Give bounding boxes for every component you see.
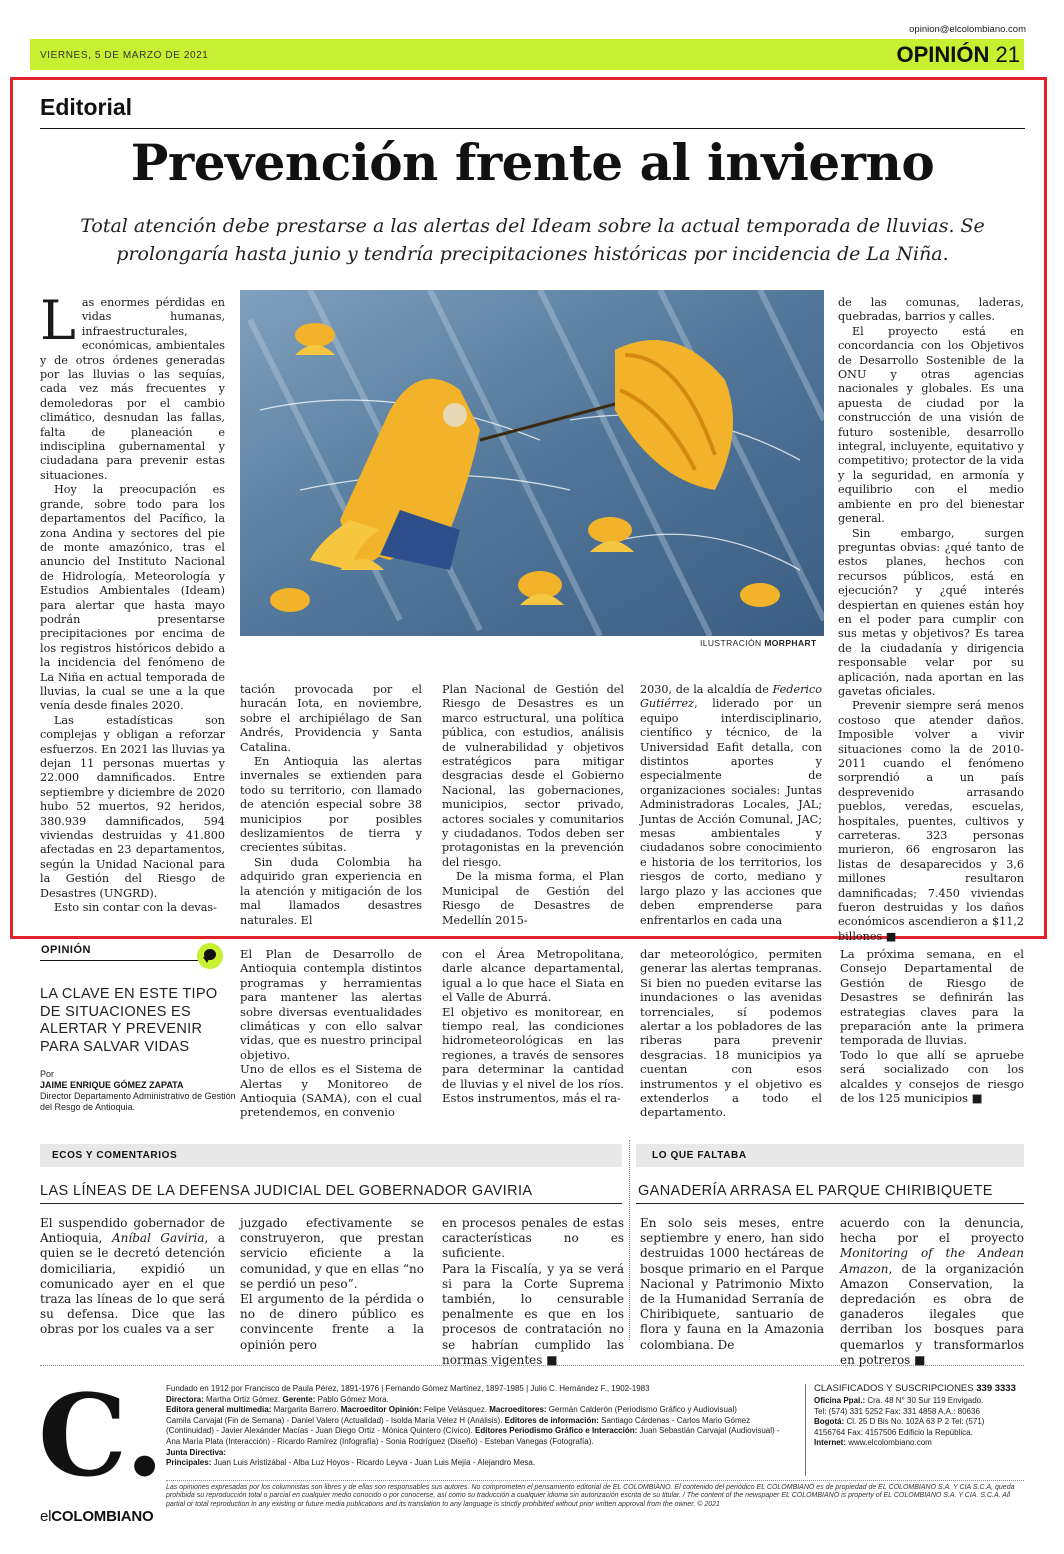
address-label: Oficina Ppal.: xyxy=(814,1396,866,1406)
faltaba-rule xyxy=(636,1203,1024,1204)
editorial-text: , liderado por un equipo interdisciplinario, científico y técnico, de la Universidad Eafit detalla, con distintos aportes y especialmente de organizaciones sociales: Juntas Administradoras Locales, JAL; Juntas de Acción Comunal, JAC; mesas ambientales y ciudadanos sobre conocimiento e historia de los territorios, los riesgos de corto, mediano y largo plazo y las acciones que deben emprenderse para enfrentarlos en cada una xyxy=(640,697,822,927)
credit-value: Martha Ortiz Gómez. xyxy=(203,1394,283,1404)
credit-label: Gerente: xyxy=(282,1394,316,1404)
address-label: Bogotá: xyxy=(814,1417,845,1427)
editorial-column-5 xyxy=(838,296,1024,944)
contact-email[interactable]: opinion@elcolombiano.com xyxy=(909,24,1026,35)
editorial-paragraph: En Antioquia las alertas invernales se extienden para todo su territorio, con llamado de atención especial sobre 38 municipios por posibles deslizamientos de tierra y crecientes súbitas. xyxy=(240,755,422,855)
opinion-paragraph: dar meteorológico, permiten generar las alertas tempranas. Si bien no pueden evitarse las inundaciones o las avenidas torrenciales, sí podemos alertar a los pobladores de las riberas para prevenir desgracias. 18 municipios ya cuentan con esos instrumentos y el objetivo es extenderlos a todo el departamento. xyxy=(640,947,822,1120)
founded-line: Fundado en 1912 por Francisco de Paula Pérez, 1891-1976 | Fernando Gómez Martínez, 1897-1985 | Julio C. Hernández F., 1902-1983 xyxy=(166,1384,650,1393)
ecos-column-1 xyxy=(40,1216,225,1338)
faltaba-text: , de la organización Amazon Conservation, la depredación es obra de ganaderos ilegales que derriban los bosques para quemarlos y transformarlos en potreros ■ xyxy=(840,1261,1024,1367)
credit-label: Principales: xyxy=(166,1458,212,1468)
ecos-rule xyxy=(40,1203,622,1204)
credits-line xyxy=(166,1395,798,1406)
editorial-paragraph: Sin duda Colombia ha adquirido gran experiencia en la atención y mitigación de los mal llamados desastres naturales. El xyxy=(240,855,422,927)
editorial-text: 2030, de la alcaldía de xyxy=(640,683,773,696)
byline-prefix: Por xyxy=(40,1069,55,1079)
editorial-label: Editorial xyxy=(40,94,133,120)
opinion-author: JAIME ENRIQUE GÓMEZ ZAPATA xyxy=(40,1080,184,1090)
credit-value: Camila Carvajal (Fin de Semana) - Daniel Valero (Actualidad) - Isolda María Vélez H (Análisis). xyxy=(166,1415,505,1425)
ecos-paragraph xyxy=(40,1216,225,1338)
credit-value: Germán Calderón (Periodismo Gráfico y Audiovisual) xyxy=(546,1405,737,1415)
opinion-paragraph: El objetivo es monitorear, en tiempo real, las condiciones hidrometeorológicas en las regiones, a través de sensores para determinar la cantidad de lluvias y el nivel de los ríos. Estos instrumentos, más el ra- xyxy=(442,1004,624,1106)
faltaba-column-2 xyxy=(840,1216,1024,1368)
opinion-paragraph: Uno de ellos es el Sistema de Alertas y Monitoreo de Antioquia (SAMA), con el cual pretendemos, en convenio xyxy=(240,1062,422,1120)
credits-line: Ana María Plata (Interacción) - Ricardo Ramírez (Infografía) - Sonia Rodríguez (Diseño) - Esteban Vanegas (Fotografía). xyxy=(166,1436,594,1446)
illustration xyxy=(240,290,824,636)
faltaba-column-1 xyxy=(640,1216,824,1353)
opinion-rule xyxy=(40,960,220,961)
faltaba-label: LO QUE FALTABA xyxy=(652,1150,747,1161)
address-line: Tel: (574) 331 5252 Fax: 331 4858 A.A.: 80636 xyxy=(814,1406,980,1416)
credits-line xyxy=(166,1448,798,1459)
ecos-text: , a quien se le decretó detención domiciliaria, expidió un comunicado ayer en el que traza las líneas de lo que será su defensa. Dice que las obras por los cuales va a ser xyxy=(40,1231,225,1337)
ecos-column-2 xyxy=(240,1216,424,1353)
page-number: 21 xyxy=(995,42,1020,67)
editorial-column-2 xyxy=(240,683,422,928)
project-name: Monitoring of the Andean Amazon xyxy=(840,1246,1024,1276)
ecos-paragraph: en procesos penales de estas características no es suficiente. xyxy=(442,1216,624,1261)
address-label: Internet: xyxy=(814,1438,846,1448)
classifieds-info xyxy=(814,1384,1024,1448)
faltaba-text: acuerdo con la denuncia, hecha por el proyecto xyxy=(840,1216,1024,1246)
credits-line xyxy=(166,1426,798,1437)
opinion-paragraph: El Plan de Desarrollo de Antioquia contempla distintos programas y herramientas para mantener las alertas sobre diversas eventualidades climáticas y con ello salvar vidas, que es nuestro principal objetivo. xyxy=(240,947,422,1062)
publication-date: VIERNES, 5 DE MARZO DE 2021 xyxy=(40,50,209,61)
address-value: Cra. 48 N° 30 Sur 119 Envigado. xyxy=(865,1396,984,1406)
credit-label: Editora general multimedia: xyxy=(166,1405,272,1415)
disclaimer-rule xyxy=(166,1480,1024,1481)
footer-divider xyxy=(805,1384,806,1476)
credit-prefix: ILUSTRACIÓN xyxy=(700,638,765,648)
address-line xyxy=(814,1417,1024,1427)
credits-line xyxy=(166,1416,798,1427)
newspaper-logo xyxy=(38,1371,165,1530)
masthead-credits xyxy=(166,1384,798,1469)
logo-wordmark xyxy=(40,1508,153,1525)
editorial-paragraph xyxy=(40,289,225,483)
logo-letter: C. xyxy=(38,1371,165,1502)
address-value: Cl. 25 D Bis No. 102A 63 P 2 Tel: (571) xyxy=(844,1417,985,1427)
editorial-paragraph: De la misma forma, el Plan Municipal de Gestión del Riesgo de Desastres de Medellín 2015- xyxy=(442,870,624,927)
opinion-paragraph: La próxima semana, en el Consejo Departamental de Gestión de Riesgo de Desastres se definirán las estrategias claves para la preparación ante la primera temporada de lluvias. xyxy=(840,947,1024,1048)
address-line: 4156764 Fax: 4157506 Edificio la República. xyxy=(814,1427,973,1437)
editorial-column-1 xyxy=(40,289,225,915)
opinion-column-3 xyxy=(640,947,822,1120)
ecos-label: ECOS Y COMENTARIOS xyxy=(52,1150,178,1161)
credit-value: Juan Luis Aristizábal - Alba Luz Hoyos - Ricardo Leyva - Juan Luis Mejía - Alejandro Mesa. xyxy=(211,1458,536,1468)
drop-cap: L xyxy=(40,289,76,352)
opinion-column-4 xyxy=(840,947,1024,1105)
editorial-text: as enormes pérdidas en vidas humanas, infraestructurales, económicas, ambientales y de otros órdenes generadas por las lluvias o las sequías, cada vez más frecuentes y demoledoras por el cambio climático, desnudan las fallas, falta de planeación e indisciplina gubernamental y ciudadana para prevenir estas situaciones. xyxy=(40,296,225,482)
deck: Total atención debe prestarse a las alertas del Ideam sobre la actual temporada de lluvias. Se prolongaría hasta junio y tendría precipitaciones históricas por incidencia de La Niña. xyxy=(80,215,985,265)
editorial-paragraph: Las estadísticas son complejas y obligan a reforzar esfuerzos. En 2021 las lluvias ya dejan 11 personas muertas y 22.000 damnificados. Entre septiembre y diciembre de 2020 hubo 52 muertos, 92 heridos, 380.939 damnificados, 594 viviendas destruidas y 41.800 afectadas en 23 departamentos, según la Unidad Nacional para la Gestión del Riesgo de Desastres (UNGRD). xyxy=(40,713,225,900)
credit-label: Macroeditores: xyxy=(489,1405,547,1415)
opinion-author-role: Director Departamento Administrativo de Gestión del Resgo de Antioquia. xyxy=(40,1091,236,1112)
credit-value: Felipe Velásquez. xyxy=(421,1405,490,1415)
opinion-title: LA CLAVE EN ESTE TIPO DE SITUACIONES ES ALERTAR Y PREVENIR PARA SALVAR VIDAS xyxy=(40,986,218,1055)
rain-umbrella-illustration xyxy=(240,290,824,636)
address-line xyxy=(814,1438,1024,1448)
section-name xyxy=(896,42,1020,68)
editorial-paragraph: Sin embargo, surgen preguntas obvias: ¿qué tanto de estos planes, hechos con recursos públicos, está en ejecución? y ¿qué interés despiertan en quienes están hoy en el poder para cumplir con sus metas y objetivos? Es tarea de la ciudadanía y dirigencia responsable velar por su aplicación, nada aportan en las gavetas oficiales. xyxy=(838,526,1024,698)
faltaba-title: GANADERÍA ARRASA EL PARQUE CHIRIBIQUETE xyxy=(638,1183,993,1199)
credit-name: MORPHART xyxy=(764,638,817,648)
editorial-rule xyxy=(40,128,1025,129)
editorial-paragraph: Plan Nacional de Gestión del Riesgo de Desastres es un marco estructural, una política pública, con estudios, análisis de vulnerabilidad y objetivos estratégicos para mitigar desgracias desde el Gobierno Nacional, las gobernaciones, municipios, sector privado, actores sociales y comunitarios y ciudadanos. Todos deben ser protagonistas en la prevención del riesgo. xyxy=(442,683,624,869)
footer-rule xyxy=(40,1365,1024,1366)
ecos-paragraph: El argumento de la pérdida o no de dinero público es convincente frente a la opinión pero xyxy=(240,1292,424,1352)
credits-line xyxy=(166,1458,798,1469)
credit-label: Macroeditor Opinión: xyxy=(340,1405,422,1415)
legal-disclaimer: Las opiniones expresadas por los columnistas son libres y de ellas son responsables sus autores. No comprometen el pensamiento editorial de EL COLOMBIANO. El contenido del periódico EL COLOMBIANO es de propiedad de EL COLOMBIANO S.A. Y CIA S.C.A, queda prohibida su reproducción total o parcial en cualquier medio conocido o por conocerse, así como su traducción a cualquier idioma sin autorización escrita de su titular. / The content of the newspaper EL COLOMBIANO is property of EL COLOMBIANO S.A. Y CIA. S.C.A. All partial or total reproduction in any existing or future media publications and its translation to any language is strictly prohibited without prior written approval from the owner. © 2021 xyxy=(166,1484,1015,1508)
classifieds-phone[interactable]: 339 3333 xyxy=(976,1383,1016,1394)
ecos-title: LAS LÍNEAS DE LA DEFENSA JUDICIAL DEL GOBERNADOR GAVIRIA xyxy=(40,1183,533,1199)
credit-value: (Continuidad) - Javier Alexánder Macías - Juan Diego Ortiz - Mónica Quintero (Cívico). xyxy=(166,1426,476,1436)
ecos-column-3 xyxy=(442,1216,624,1368)
logo-el: el xyxy=(40,1508,52,1525)
opinion-label: OPINIÓN xyxy=(41,944,91,956)
person-name: Federico Gutiérrez xyxy=(640,683,822,711)
editorial-column-3 xyxy=(442,683,624,928)
column-divider xyxy=(629,1140,630,1340)
editorial-paragraph: Prevenir siempre será menos costoso que atender daños. Imposible volver a vivir situaciones como la de 2010-2011 cuando el fenómeno sorprendió a un país desprevenido arrasando pueblos, veredas, escuelas, hospitales, puentes, cultivos y carreteras. 323 personas murieron, 66 engrosaron las listas de desaparecidos y 3,6 millones resultaron damnificadas; 7.450 viviendas fueron destruidas y los daños económicos ascendieron a $11,2 billones ■ xyxy=(838,699,1024,943)
credit-label: Junta Directiva: xyxy=(166,1447,227,1457)
credit-label: Editores Periodismo Gráfico e Interacción: xyxy=(475,1426,638,1436)
credit-label: Directora: xyxy=(166,1394,204,1404)
faltaba-paragraph xyxy=(840,1216,1024,1368)
credit-label: Editores de información: xyxy=(504,1415,599,1425)
classifieds-label: CLASIFICADOS Y SUSCRIPCIONES xyxy=(814,1383,977,1394)
headline: Prevención frente al invierno xyxy=(130,133,935,192)
illustration-credit xyxy=(700,638,817,648)
opinion-paragraph: con el Área Metropolitana, darle alcance departamental, igual a lo que hace el Siata en el Valle de Aburrá. xyxy=(442,947,624,1005)
editorial-paragraph: de las comunas, laderas, quebradas, barrios y calles. xyxy=(838,296,1024,324)
logo-name: COLOMBIANO xyxy=(51,1508,154,1525)
speech-bubble-icon xyxy=(197,943,223,969)
ecos-text: El suspendido gobernador de Antioquia, xyxy=(40,1216,225,1246)
ecos-paragraph: juzgado efectivamente se construyeron, que prestan servicio eficiente a la comunidad, y que en ellas “no se perdió un peso”. xyxy=(240,1216,424,1291)
opinion-column-1 xyxy=(240,947,422,1120)
person-name: Aníbal Gaviria xyxy=(112,1231,205,1246)
ecos-paragraph: Para la Fiscalía, y ya se verá si para la Corte Suprema también, lo censurable penalmente es que en los procesos de contratación no se habrían cumplido las normas vigentes ■ xyxy=(442,1261,624,1367)
credit-value: Margarita Barrero. xyxy=(271,1405,341,1415)
editorial-paragraph: tación provocada por el huracán Iota, en noviembre, sobre el archipiélago de San Andrés, Providencia y Santa Catalina. xyxy=(240,683,422,754)
opinion-column-2 xyxy=(442,947,624,1105)
editorial-paragraph: Hoy la preocupación es grande, sobre todo para los departamentos del Pacífico, la zona Andina y sectores del pie de monte amazónico, tras el anuncio del Instituto Nacional de Hidrología, Meteorología y Estudios Ambientales (Ideam) para alertar que hasta mayo podrán presentarse precipitaciones por encima de los registros históricos debido a la incidencia del fenómeno de La Niña en actual temporada de lluvias, la cual se une a la que venía desde finales 2020. xyxy=(40,483,225,713)
credits-line xyxy=(166,1405,798,1416)
editorial-column-4 xyxy=(640,683,822,928)
credit-value: Juan Sebastián Carvajal (Audiovisual) - xyxy=(637,1426,780,1436)
credit-value: Santiago Cárdenas - Carlos Mario Gómez xyxy=(598,1415,751,1425)
editorial-paragraph: El proyecto está en concordancia con los Objetivos de Desarrollo Sostenible de la ONU y otras agencias nacionales y globales. Es una apuesta de ciudad por la construcción de una visión de futuro sostenible, desarrollo integral, incluyente, equitativo y competitivo; protector de la vida y la seguridad, en armonía y equilibrio con el medio ambiente en pro del bienestar general. xyxy=(838,324,1024,526)
editorial-paragraph xyxy=(640,683,822,928)
classifieds-title xyxy=(814,1384,1024,1394)
address-line xyxy=(814,1396,1024,1406)
section-label: OPINIÓN xyxy=(896,42,990,67)
opinion-paragraph: Todo lo que allí se apruebe será socializado con los alcaldes y consejos de riesgo de los 125 municipios ■ xyxy=(840,1047,1024,1106)
credit-value: Pablo Gómez Mora. xyxy=(315,1394,389,1404)
faltaba-paragraph: En solo seis meses, entre septiembre y enero, han sido destruidas 1000 hectáreas de bosque primario en el Parque Nacional y Patrimonio Mixto de la Humanidad Serranía de Chiribiquete, santuario de flora y fauna en la Amazonia colombiana. De xyxy=(640,1216,824,1352)
editorial-paragraph: Esto sin contar con la devas- xyxy=(54,901,217,915)
website-link[interactable]: www.elcolombiano.com xyxy=(846,1438,932,1448)
